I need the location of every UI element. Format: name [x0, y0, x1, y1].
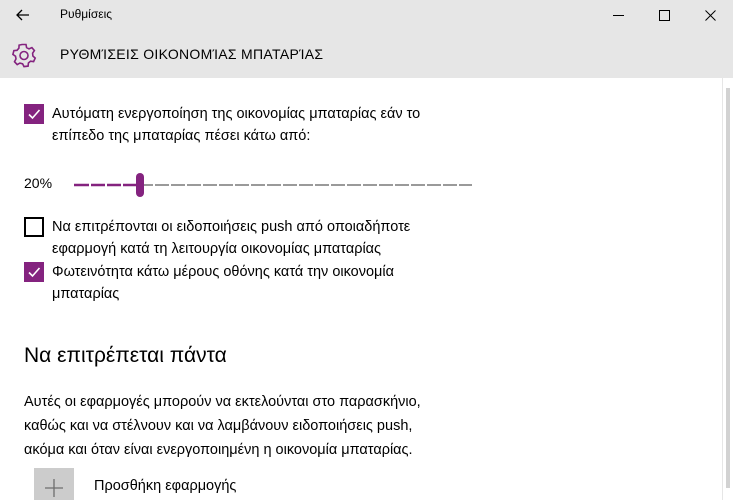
description-line: Αυτές οι εφαρμογές μπορούν να εκτελούνται στο παρασκήνιο,: [24, 394, 421, 410]
push-notifications-label: [52, 216, 410, 260]
checkmark-icon: [27, 265, 41, 279]
add-app-label[interactable]: Προσθήκη εφαρμογής: [94, 478, 237, 494]
slider-thumb: [136, 173, 144, 197]
settings-content: [0, 78, 722, 500]
label-line: μπαταρίας: [52, 286, 120, 302]
section-title: Να επιτρέπεται πάντα: [24, 344, 227, 367]
label-line: Αυτόματη ενεργοποίηση της οικονομίας μπαταρίας εάν το: [52, 106, 421, 122]
slider-track: [74, 173, 472, 197]
gear-icon: [11, 42, 37, 68]
push-notifications-checkbox[interactable]: [24, 217, 44, 237]
label-line: εφαρμογή κατά τη λειτουργία οικονομίας μπαταρίας: [52, 241, 382, 257]
back-button[interactable]: [8, 3, 38, 27]
lower-brightness-checkbox[interactable]: [24, 262, 44, 282]
scrollbar[interactable]: [722, 78, 733, 500]
label-line: Να επιτρέπονται οι ειδοποιήσεις push από οποιαδήποτε: [52, 219, 411, 235]
auto-enable-label: [52, 103, 420, 147]
app-title: Ρυθμίσεις: [60, 7, 113, 21]
auto-enable-checkbox[interactable]: [24, 104, 44, 124]
section-description: [24, 390, 464, 462]
threshold-slider[interactable]: [74, 173, 472, 197]
label-line: επίπεδο της μπαταρίας πέσει κάτω από:: [52, 128, 311, 144]
checkmark-icon: [27, 107, 41, 121]
scrollbar-thumb[interactable]: [726, 88, 730, 488]
description-line: καθώς και να στέλνουν και να λαμβάνουν ειδοποιήσεις push,: [24, 418, 413, 434]
minimize-button[interactable]: [595, 0, 641, 30]
page-title: ΡΥΘΜΊΣΕΙΣ ΟΙΚΟΝΟΜΊΑΣ ΜΠΑΤΑΡΊΑΣ: [60, 46, 324, 62]
add-app-button[interactable]: [34, 468, 74, 500]
threshold-value: 20%: [24, 175, 53, 191]
title-bar: [0, 0, 733, 30]
close-button[interactable]: [687, 0, 733, 30]
page-header: [0, 30, 733, 78]
plus-icon: [44, 478, 64, 498]
lower-brightness-label: [52, 261, 394, 305]
label-line: Φωτεινότητα κάτω μέρους οθόνης κατά την οικονομία: [52, 264, 395, 280]
close-icon: [705, 10, 716, 21]
maximize-icon: [659, 10, 670, 21]
back-arrow-icon: [16, 9, 30, 21]
description-line: ακόμα και όταν είναι ενεργοποιημένη η οικονομία μπαταρίας.: [24, 442, 413, 458]
minimize-icon: [613, 10, 624, 21]
maximize-button[interactable]: [641, 0, 687, 30]
